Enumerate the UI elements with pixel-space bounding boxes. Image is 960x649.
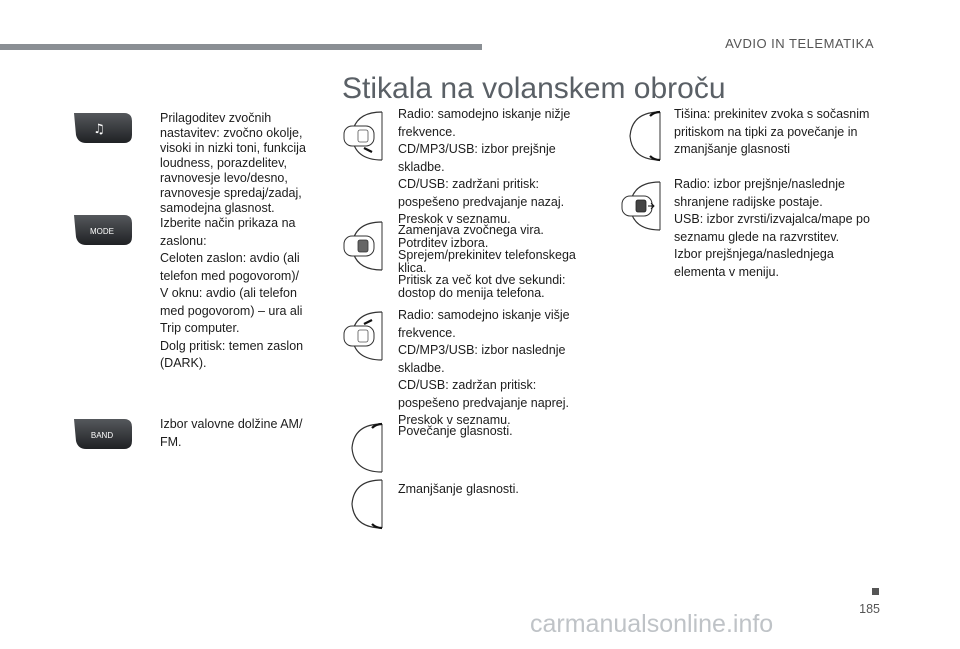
header-bar (0, 44, 482, 50)
mode-description: Izberite način prikaza na zaslonu: Celoten zaslon: avdio (ali telefon med pogovorom)/ V oknu: avdio (ali telefon med pogovorom) – ura ali Trip computer. Dolg pritisk: temen zaslon (DARK). (160, 216, 304, 370)
seek-down-description: Radio: samodejno iskanje nižje frekvence. CD/MP3/USB: izbor prejšnje skladbe. CD/USB: zadržani pritisk: pospešeno predvajanje nazaj. Preskok v seznamu. (398, 107, 571, 226)
thumbwheel-description: Radio: izbor prejšnje/naslednje shranjene radijske postaje. USB: izbor zvrsti/izvajalca/mape po seznamu glede na razvrstitev. Izbor prejšnjega/naslednjega elementa v meniju. (674, 177, 870, 279)
mute-control-image (620, 108, 670, 164)
seek-up-description: Radio: samodejno iskanje višje frekvence. CD/MP3/USB: izbor naslednje skladbe. CD/USB: zadržan pritisk: pospešeno predvajanje naprej. Preskok v seznamu. (398, 308, 570, 427)
volume-down-control-image (342, 476, 392, 532)
page-number: 185 (859, 602, 880, 616)
page-title: Stikala na volanskem obroču (342, 72, 726, 105)
seek-up-control-image (342, 308, 392, 364)
source-control-image (342, 218, 392, 274)
music-description: Prilagoditev zvočnih nastavitev: zvočno okolje, visoki in nizki toni, funkcija loudness, porazdelitev, ravnovesje levo/desno, ravnovesje spredaj/zadaj, samodejna glasnost. (160, 111, 306, 215)
watermark: carmanualsonline.info (530, 610, 774, 638)
mode-button-image (70, 213, 134, 247)
seek-down-control-image (342, 108, 392, 164)
band-description: Izbor valovne dolžine AM/ FM. (160, 417, 303, 449)
volume-up-control-image (342, 420, 392, 476)
volume-down-description: Zmanjšanje glasnosti. (398, 482, 519, 496)
source-description: Zamenjava zvočnega vira. Potrditev izbora. Sprejem/prekinitev telefonskega klica. Pritisk za več kot dve sekundi: dostop do menija telefona. (398, 223, 576, 300)
band-label: BAND (90, 431, 114, 440)
thumbwheel-control-image (620, 178, 670, 234)
section-title: AVDIO IN TELEMATIKA (725, 36, 874, 51)
band-button-image (70, 417, 134, 451)
mute-description: Tišina: prekinitev zvoka s sočasnim pritiskom na tipki za povečanje in zmanjšanje glasnosti (674, 107, 870, 156)
music-button-image (70, 111, 134, 145)
page-marker (872, 588, 879, 595)
music-note-icon: ♫ (93, 122, 105, 137)
mode-label: MODE (90, 227, 114, 236)
volume-up-description: Povečanje glasnosti. (398, 424, 513, 438)
